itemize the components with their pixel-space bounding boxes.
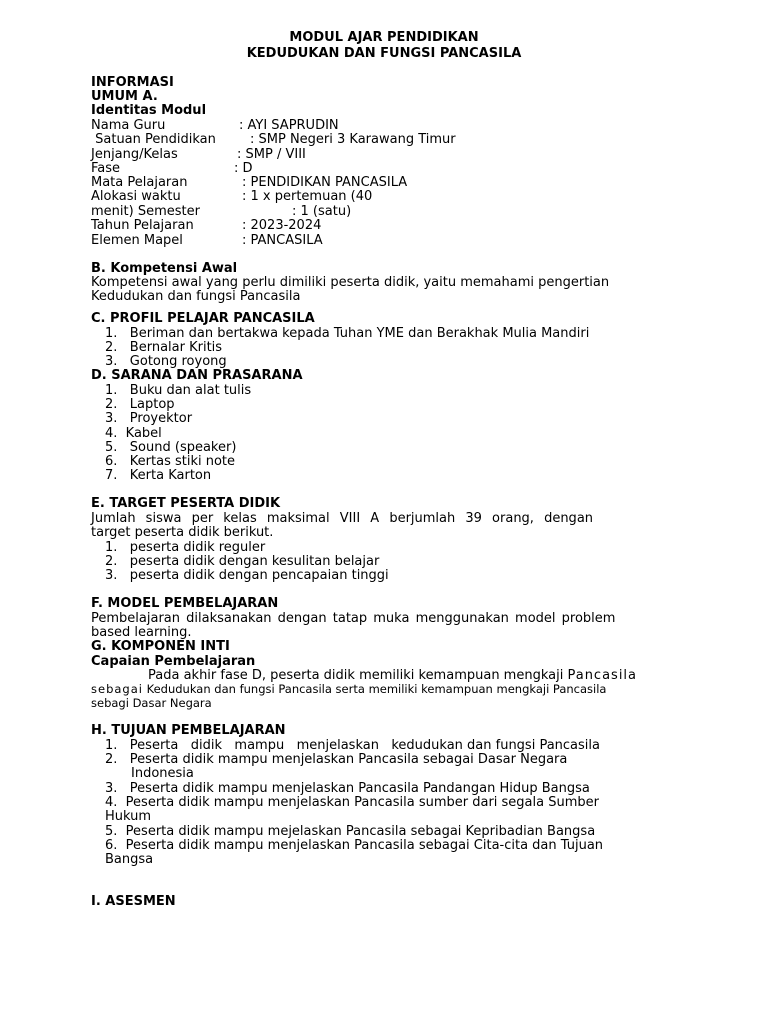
list-item: 6. Kertas stiki note — [105, 454, 236, 469]
list-item: 1. Peserta didik mampu menjelaskan kedudukan dan fungsi Pancasila — [105, 738, 600, 753]
capaian-text-3: sebagi Dasar Negara — [91, 696, 212, 710]
value-alokasi-waktu: : 1 x pertemuan (40 — [242, 189, 373, 204]
list-item: 7. Kerta Karton — [105, 468, 212, 483]
section-b-text-1: Kompetensi awal yang perlu dimiliki peserta didik, yaitu memahami pengertian — [91, 275, 610, 290]
label-fase: Fase — [91, 161, 121, 176]
value-nama-guru: : AYI SAPRUDIN — [239, 118, 339, 133]
label-semester: menit) Semester — [91, 204, 200, 219]
list-item: 3. Peserta didik mampu menjelaskan Pancasila Pandangan Hidup Bangsa — [105, 781, 590, 796]
list-item: 5. Peserta didik mampu mejelaskan Pancasila sebagai Kepribadian Bangsa — [105, 824, 596, 839]
label-jenjang-kelas: Jenjang/Kelas — [91, 147, 178, 162]
list-item: 6. Peserta didik mampu menjelaskan Pancasila sebagai Cita-cita dan Tujuan — [105, 838, 604, 853]
list-item: 1. Buku dan alat tulis — [105, 383, 252, 398]
label-satuan-pendidikan: Satuan Pendidikan — [91, 132, 216, 147]
list-item: 1. peserta didik reguler — [105, 540, 266, 555]
label-mata-pelajaran: Mata Pelajaran — [91, 175, 188, 190]
capaian-pembelajaran-heading: Capaian Pembelajaran — [91, 654, 256, 669]
section-c-heading: C. PROFIL PELAJAR PANCASILA — [91, 311, 315, 326]
value-semester: : 1 (satu) — [292, 204, 352, 219]
list-item: 5. Sound (speaker) — [105, 440, 237, 455]
section-f-text-2: based learning. — [91, 625, 192, 640]
list-item-continuation: Bangsa — [105, 852, 154, 867]
list-item: 2. Laptop — [105, 397, 175, 412]
label-elemen-mapel: Elemen Mapel — [91, 233, 183, 248]
section-e-heading: E. TARGET PESERTA DIDIK — [91, 496, 281, 511]
list-item-continuation: Hukum — [105, 809, 152, 824]
capaian-text-2b: Kedudukan dan fungsi Pancasila serta memiliki kemampuan mengkaji Pancasila — [142, 682, 607, 696]
capaian-text-1 — [148, 668, 637, 683]
section-d-heading: D. SARANA DAN PRASARANA — [91, 368, 303, 383]
info-subheading: UMUM A. — [91, 89, 158, 104]
value-jenjang-kelas: : SMP / VIII — [237, 147, 306, 162]
capaian-text-2a: sebagai — [91, 682, 143, 696]
section-f-heading: F. MODEL PEMBELAJARAN — [91, 596, 279, 611]
list-item: 3. Proyektor — [105, 411, 193, 426]
value-satuan-pendidikan: : SMP Negeri 3 Karawang Timur — [250, 132, 456, 147]
capaian-text-2 — [91, 682, 606, 697]
label-nama-guru: Nama Guru — [91, 118, 166, 133]
list-item: 4. Peserta didik mampu menjelaskan Pancasila sumber dari segala Sumber — [105, 795, 599, 810]
list-item-continuation: Indonesia — [131, 766, 194, 781]
value-fase: : D — [234, 161, 253, 176]
label-alokasi-waktu: Alokasi waktu — [91, 189, 181, 204]
section-e-text-1: Jumlah siswa per kelas maksimal VIII A berjumlah 39 orang, dengan — [91, 511, 594, 526]
section-e-text-2: target peserta didik berikut. — [91, 525, 274, 540]
capaian-text-1a: Pada akhir fase D, peserta didik memiliki kemampuan mengkaji — [148, 668, 568, 683]
value-elemen-mapel: : PANCASILA — [242, 233, 323, 248]
value-mata-pelajaran: : PENDIDIKAN PANCASILA — [242, 175, 408, 190]
list-item: 3. Gotong royong — [105, 354, 227, 369]
list-item: 4. Kabel — [105, 426, 162, 441]
capaian-text-1b: Pancasila — [567, 668, 638, 683]
module-identity-heading: Identitas Modul — [91, 103, 207, 118]
section-b-text-2: Kedudukan dan fungsi Pancasila — [91, 289, 301, 304]
section-f-text-1: Pembelajaran dilaksanakan dengan tatap muka menggunakan model problem — [91, 611, 616, 626]
document-title-line-2: KEDUDUKAN DAN FUNGSI PANCASILA — [246, 46, 522, 61]
section-g-heading: G. KOMPONEN INTI — [91, 639, 230, 654]
info-heading: INFORMASI — [91, 75, 174, 90]
list-item: 1. Beriman dan bertakwa kepada Tuhan YME dan Berakhak Mulia Mandiri — [105, 326, 590, 341]
list-item: 2. Bernalar Kritis — [105, 340, 223, 355]
value-tahun-pelajaran: : 2023-2024 — [242, 218, 322, 233]
label-tahun-pelajaran: Tahun Pelajaran — [91, 218, 194, 233]
section-b-heading: B. Kompetensi Awal — [91, 261, 238, 276]
list-item: 2. Peserta didik mampu menjelaskan Pancasila sebagai Dasar Negara — [105, 752, 568, 767]
list-item: 2. peserta didik dengan kesulitan belajar — [105, 554, 380, 569]
document-title-line-1: MODUL AJAR PENDIDIKAN — [289, 30, 479, 45]
section-h-heading: H. TUJUAN PEMBELAJARAN — [91, 723, 286, 738]
section-i-heading: I. ASESMEN — [91, 894, 176, 909]
list-item: 3. peserta didik dengan pencapaian tinggi — [105, 568, 389, 583]
